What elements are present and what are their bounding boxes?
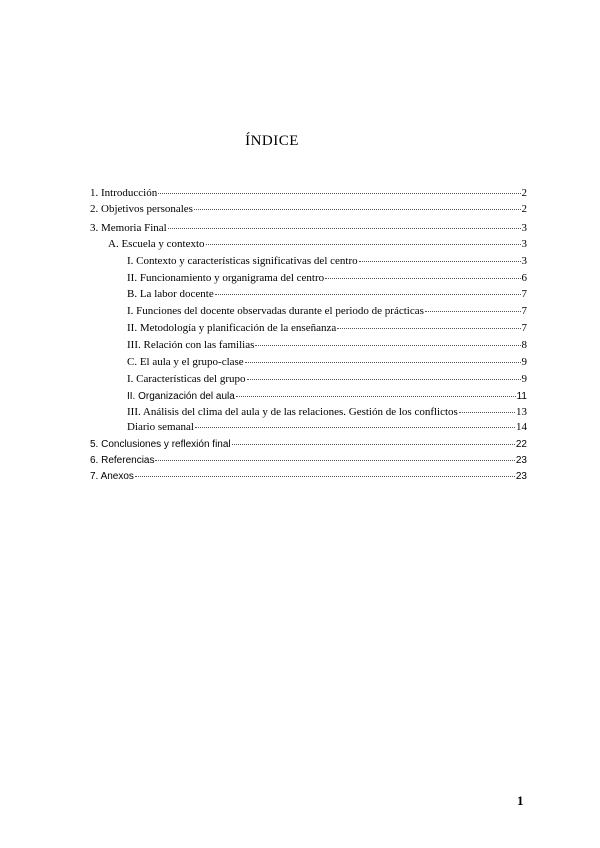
toc-entry[interactable] xyxy=(127,254,527,269)
toc-entry-title: I. Contexto y características significativas del centro xyxy=(127,255,358,267)
toc-entry-title: I. Características del grupo xyxy=(127,373,246,385)
toc-entry-page: 3 xyxy=(521,255,527,267)
toc-entry[interactable] xyxy=(90,437,527,452)
toc-entry-title: 6. Referencias xyxy=(90,455,155,466)
toc-leader-dots xyxy=(168,228,521,229)
toc-entry-title: III. Relación con las familias xyxy=(127,339,255,351)
toc-entry-page: 23 xyxy=(515,455,527,466)
toc-leader-dots xyxy=(135,476,515,477)
toc-entry-title: A. Escuela y contexto xyxy=(108,238,205,250)
toc-leader-dots xyxy=(215,294,521,295)
toc-entry[interactable] xyxy=(127,304,527,319)
toc-leader-dots xyxy=(459,412,515,413)
toc-entry[interactable] xyxy=(127,372,527,387)
toc-entry[interactable] xyxy=(90,202,527,217)
toc-entry-page: 2 xyxy=(521,203,527,215)
toc-entry-title: 7. Anexos xyxy=(90,471,134,482)
toc-entry-page: 13 xyxy=(516,406,527,418)
toc-leader-dots xyxy=(155,460,514,461)
toc-entry[interactable] xyxy=(127,338,527,353)
toc-entry[interactable] xyxy=(127,355,527,370)
toc-entry[interactable] xyxy=(108,237,527,252)
toc-entry-page: 2 xyxy=(521,187,527,199)
toc-entry-page: 7 xyxy=(521,305,527,317)
toc-entry-title: B. La labor docente xyxy=(127,288,214,300)
toc-entry[interactable] xyxy=(90,186,527,201)
toc-entry-title: Diario semanal xyxy=(127,421,194,433)
toc-leader-dots xyxy=(236,396,516,397)
toc-entry-page: 8 xyxy=(521,339,527,351)
toc-leader-dots xyxy=(245,362,521,363)
toc-leader-dots xyxy=(158,193,520,194)
toc-entry-page: 22 xyxy=(515,439,527,450)
toc-entry[interactable] xyxy=(127,389,527,404)
toc-entry[interactable] xyxy=(127,321,527,336)
page-number: 1 xyxy=(517,793,524,808)
toc-leader-dots xyxy=(206,244,521,245)
toc-leader-dots xyxy=(194,209,521,210)
toc-entry-title: II. Funcionamiento y organigrama del centro xyxy=(127,272,325,284)
toc-entry-title: II. Metodología y planificación de la enseñanza xyxy=(127,322,337,334)
toc-entry-page: 3 xyxy=(521,238,527,250)
toc-leader-dots xyxy=(195,427,515,428)
toc-entry-title: 5. Conclusiones y reflexión final xyxy=(90,439,231,450)
toc-entry-title: III. Análisis del clima del aula y de las relaciones. Gestión de los conflictos xyxy=(127,406,458,418)
toc-entry-title: 1. Introducción xyxy=(90,187,158,199)
toc-entry-title: C. El aula y el grupo-clase xyxy=(127,356,244,368)
toc-entry-page: 3 xyxy=(521,222,527,234)
page-title: ÍNDICE xyxy=(245,133,299,149)
toc-entry-page: 7 xyxy=(521,288,527,300)
toc-entry-page: 6 xyxy=(521,272,527,284)
toc-leader-dots xyxy=(425,311,521,312)
toc-entry[interactable] xyxy=(90,469,527,484)
toc-entry-page: 9 xyxy=(521,356,527,368)
toc-entry-title: I. Funciones del docente observadas durante el periodo de prácticas xyxy=(127,305,424,317)
toc-leader-dots xyxy=(247,379,521,380)
toc-entry-page: 23 xyxy=(515,471,527,482)
toc-leader-dots xyxy=(359,261,521,262)
toc-entry[interactable] xyxy=(127,287,527,302)
toc-entry-title: 3. Memoria Final xyxy=(90,222,167,234)
toc-entry[interactable] xyxy=(90,221,527,236)
toc-leader-dots xyxy=(255,345,520,346)
toc-leader-dots xyxy=(325,278,520,279)
toc-entry-page: 11 xyxy=(516,391,527,402)
toc-entry-page: 9 xyxy=(521,373,527,385)
toc-leader-dots xyxy=(337,328,520,329)
toc-entry-page: 7 xyxy=(521,322,527,334)
toc-entry[interactable] xyxy=(90,453,527,468)
toc-entry[interactable] xyxy=(127,420,527,435)
toc-leader-dots xyxy=(232,444,515,445)
toc-entry[interactable] xyxy=(127,271,527,286)
toc-entry-title: 2. Objetivos personales xyxy=(90,203,193,215)
toc-entry-title: II. Organización del aula xyxy=(127,391,235,402)
toc-entry[interactable] xyxy=(127,405,527,420)
toc-entry-page: 14 xyxy=(516,421,527,433)
